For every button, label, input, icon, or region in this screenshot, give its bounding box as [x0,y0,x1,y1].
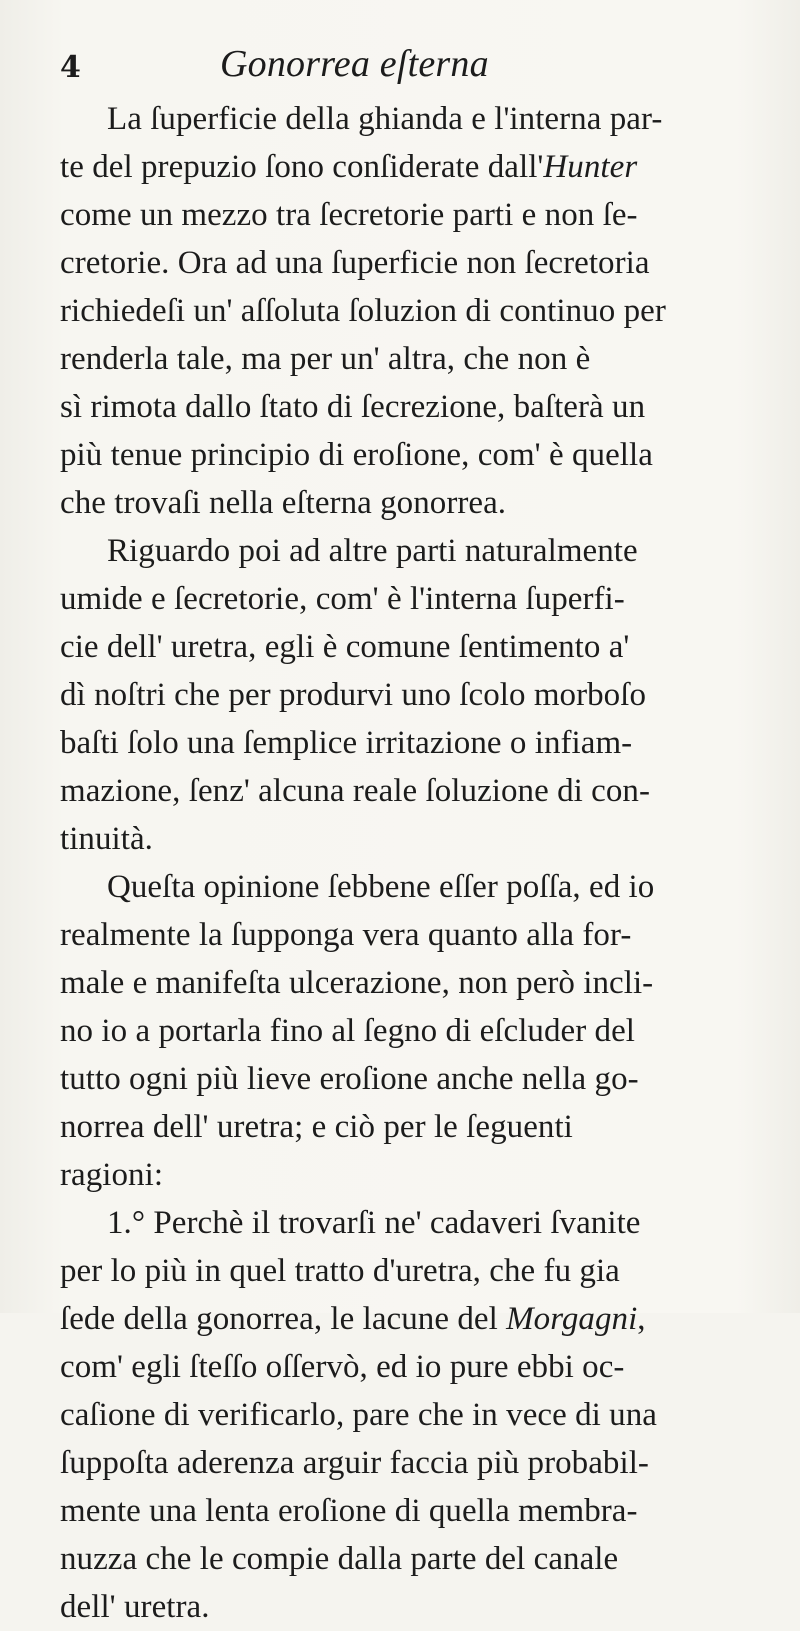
text-segment: ſede della gonorrea, le lacune del [60,1301,507,1337]
text-line: mente una lenta eroſione di quella membra- [60,1493,638,1529]
text-line: La ſuperficie della ghianda e l'interna par- [107,101,663,137]
text-line: sì rimota dallo ſtato di ſecrezione, baſterà un [60,389,646,425]
text-line: cie dell' uretra, egli è comune ſentimento a' [60,629,630,665]
text-line: ragioni: [60,1157,164,1193]
text-line: dì noſtri che per produrvi uno ſcolo morboſo [60,677,646,713]
page-number: 4 [60,50,81,85]
italic-name: Morgagni [506,1301,638,1337]
text-line: umide e ſecretorie, com' è l'interna ſuperfi- [60,581,625,617]
text-line: realmente la ſupponga vera quanto alla for- [60,917,632,953]
text-line: tinuità. [60,821,153,857]
text-line: norrea dell' uretra; e ciò per le ſeguenti [60,1109,573,1145]
text-segment: , [637,1301,646,1337]
page-header [60,42,720,92]
text-line: Riguardo poi ad altre parti naturalmente [107,533,638,569]
text-line: no io a portarla fino al ſegno di eſcluder del [60,1013,636,1049]
text-line: come un mezzo tra ſecretorie parti e non ſe- [60,197,638,233]
text-line: baſti ſolo una ſemplice irritazione o infiam- [60,725,633,761]
text-line: tutto ogni più lieve eroſione anche nella go- [60,1061,639,1097]
text-line: male e manifeſta ulcerazione, non però incli- [60,965,654,1001]
text-line: mazione, ſenz' alcuna reale ſoluzione di con- [60,773,650,809]
text-segment: te del prepuzio ſono conſiderate dall' [60,149,544,185]
text-line: Queſta opinione ſebbene eſſer poſſa, ed io [107,869,655,905]
text-line [60,1295,740,1343]
running-title: Gonorrea eſterna [220,43,489,85]
text-line: più tenue principio di eroſione, com' è quella [60,437,653,473]
text-line: ſuppoſta aderenza arguir faccia più probabil- [60,1445,649,1481]
text-line: caſione di verificarlo, pare che in vece di una [60,1397,657,1433]
text-line: 1.° Perchè il trovarſi ne' cadaveri ſvanite [107,1205,641,1241]
text-line: richiedeſi un' aſſoluta ſoluzion di continuo per [60,293,666,329]
text-line: che trovaſi nella eſterna gonorrea. [60,485,507,521]
text-line: dell' uretra. [60,1589,210,1625]
text-line [60,143,740,191]
text-line: com' egli ſteſſo oſſervò, ed io pure ebbi oc- [60,1349,625,1385]
text-line: cretorie. Ora ad una ſuperficie non ſecretoria [60,245,650,281]
italic-name: Hunter [543,149,638,185]
text-line: nuzza che le compie dalla parte del canale [60,1541,619,1577]
body-text [60,95,740,1631]
text-line: renderla tale, ma per un' altra, che non è [60,341,591,377]
text-line: per lo più in quel tratto d'uretra, che fu gia [60,1253,620,1289]
